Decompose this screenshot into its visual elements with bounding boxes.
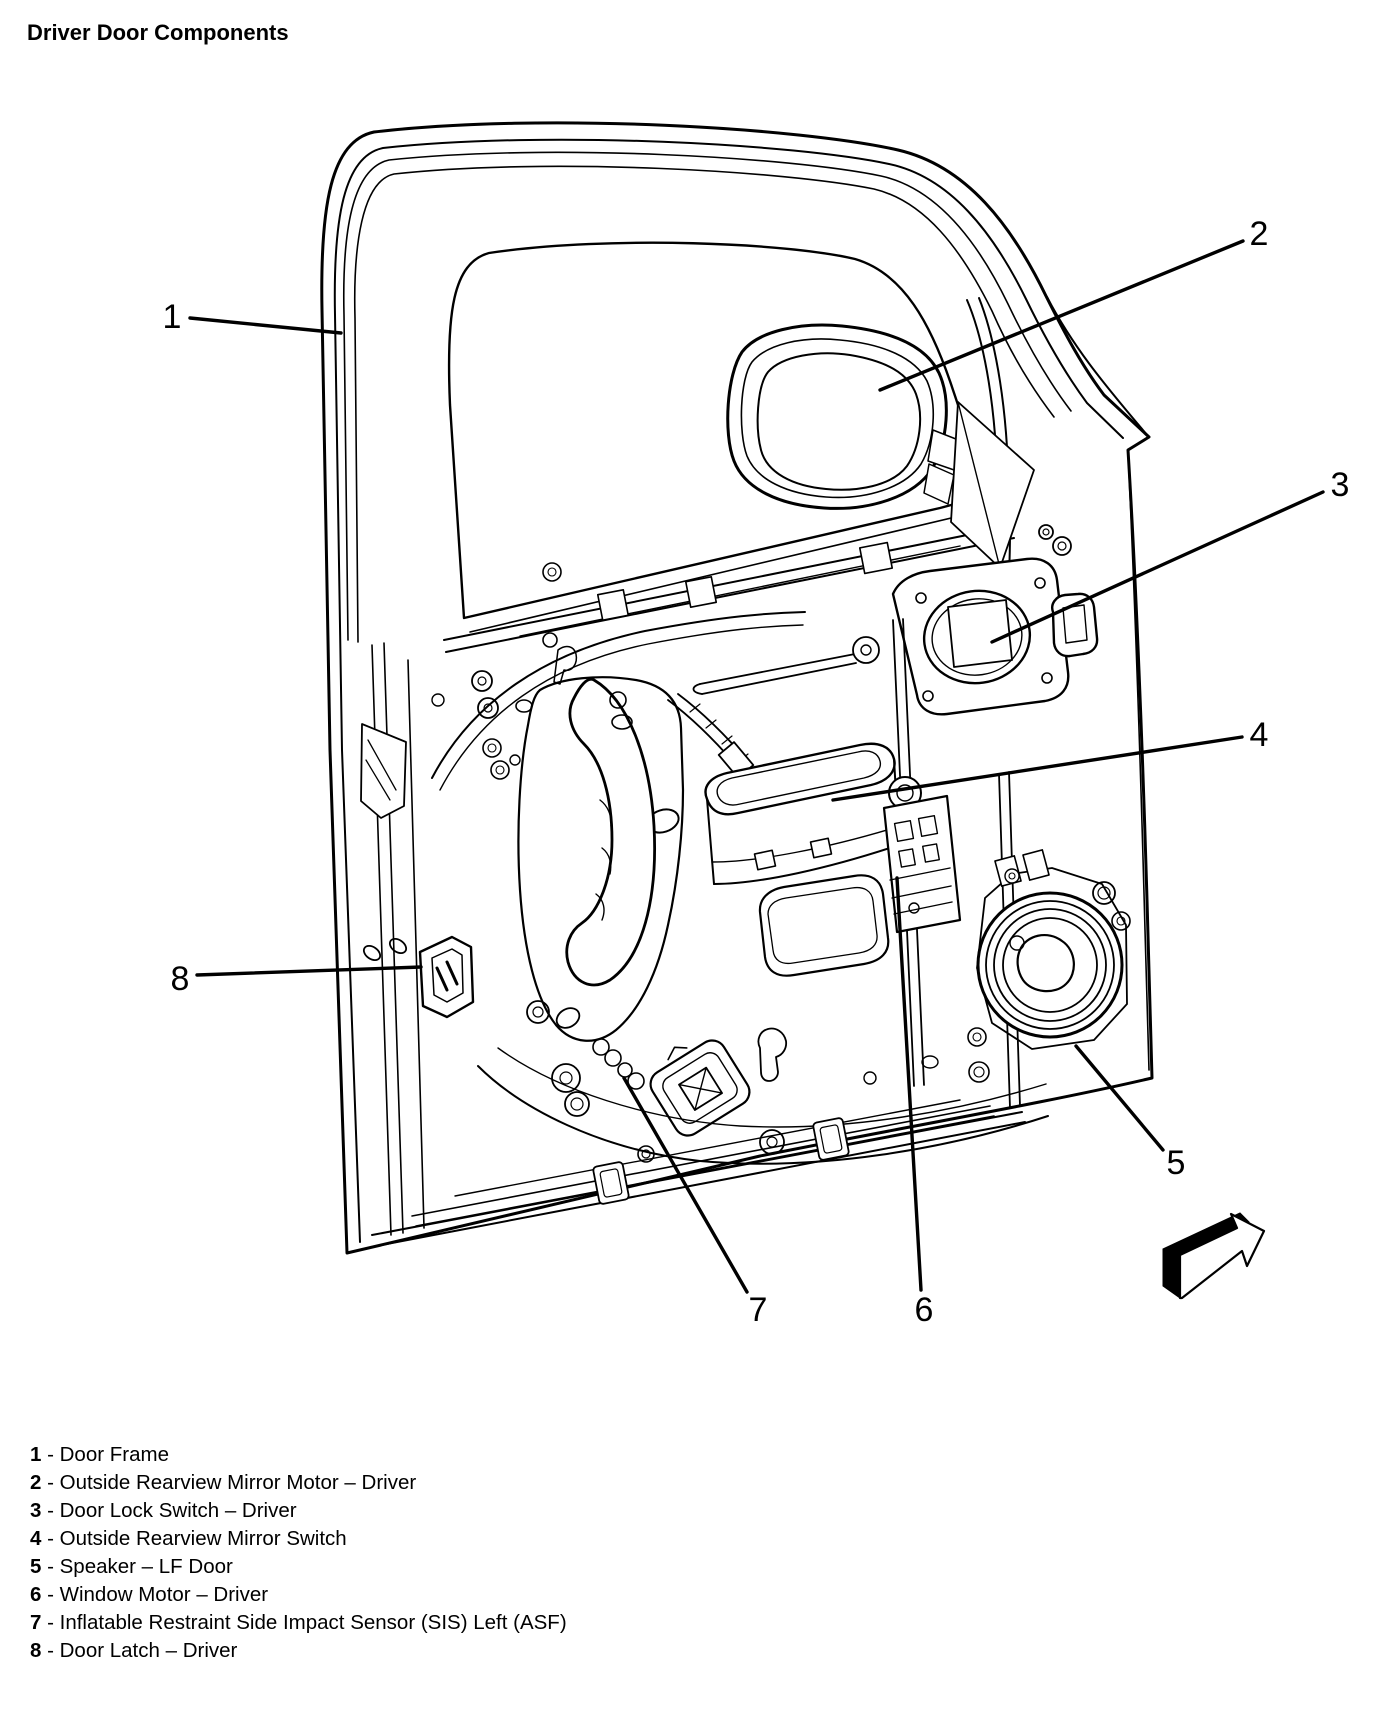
- legend-item-1: [30, 1441, 567, 1469]
- legend-number: 5: [30, 1555, 42, 1578]
- legend-separator: -: [41, 1471, 60, 1494]
- direction-arrow-icon: [1163, 1213, 1264, 1298]
- legend-label: Outside Rearview Mirror Switch: [59, 1527, 347, 1550]
- legend-separator: -: [41, 1499, 60, 1522]
- callout-6: 6: [914, 1291, 934, 1329]
- leader-1: [190, 318, 341, 333]
- legend-number: 1: [30, 1443, 42, 1466]
- legend-label: Window Motor – Driver: [59, 1583, 269, 1606]
- legend-number: 8: [30, 1639, 42, 1662]
- legend-separator: -: [41, 1639, 60, 1662]
- legend-item-4: [30, 1525, 567, 1553]
- legend-item-8: [30, 1637, 567, 1665]
- legend-number: 7: [30, 1611, 42, 1634]
- legend-label: Speaker – LF Door: [59, 1555, 233, 1578]
- legend-number: 4: [30, 1527, 42, 1550]
- legend-item-5: [30, 1553, 567, 1581]
- legend-label: Inflatable Restraint Side Impact Sensor (SIS) Left (ASF): [59, 1611, 567, 1634]
- legend-separator: -: [41, 1527, 60, 1550]
- callout-1: 1: [162, 298, 182, 336]
- legend-label: Outside Rearview Mirror Motor – Driver: [59, 1471, 417, 1494]
- legend-separator: -: [41, 1611, 60, 1634]
- callout-8: 8: [170, 960, 190, 998]
- legend-item-2: [30, 1469, 567, 1497]
- page-title: Driver Door Components: [27, 20, 289, 45]
- callout-3: 3: [1330, 466, 1350, 504]
- legend-separator: -: [41, 1583, 60, 1606]
- legend: [30, 1441, 567, 1665]
- legend-label: Door Lock Switch – Driver: [59, 1499, 297, 1522]
- legend-label: Door Latch – Driver: [59, 1639, 238, 1662]
- callout-2: 2: [1249, 215, 1269, 253]
- legend-item-6: [30, 1581, 567, 1609]
- legend-number: 3: [30, 1499, 42, 1522]
- callout-4: 4: [1249, 716, 1269, 754]
- legend-separator: -: [41, 1443, 60, 1466]
- legend-number: 2: [30, 1471, 42, 1494]
- legend-label: Door Frame: [59, 1443, 169, 1466]
- callout-5: 5: [1166, 1144, 1186, 1182]
- callout-7: 7: [748, 1291, 768, 1329]
- legend-item-3: [30, 1497, 567, 1525]
- legend-separator: -: [41, 1555, 60, 1578]
- legend-item-7: [30, 1609, 567, 1637]
- legend-number: 6: [30, 1583, 42, 1606]
